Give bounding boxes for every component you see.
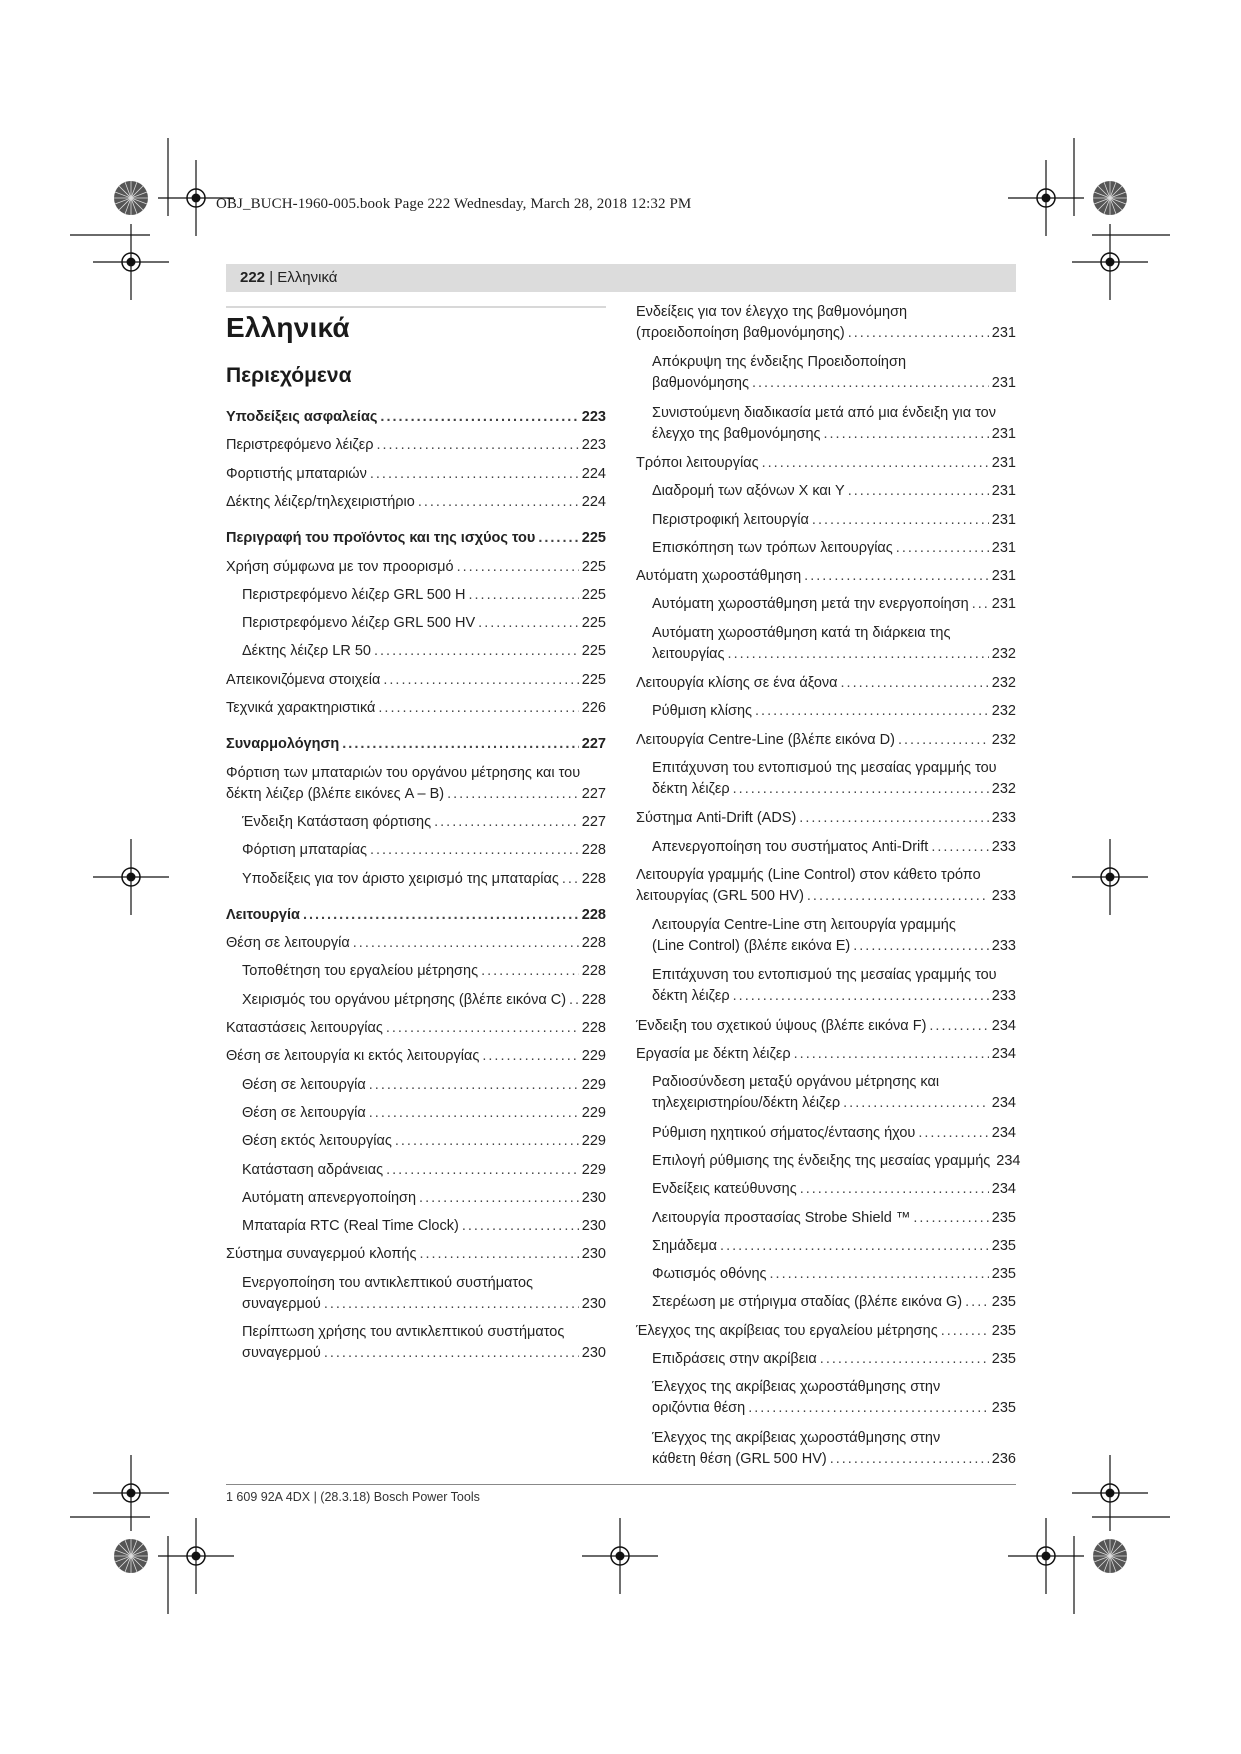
header-language: Ελληνικά xyxy=(277,269,338,286)
toc-page-number: 225 xyxy=(581,671,606,688)
toc-entry[interactable] xyxy=(242,812,606,833)
toc-entry[interactable] xyxy=(636,566,1016,587)
toc-entry[interactable] xyxy=(636,302,1016,344)
toc-entry[interactable] xyxy=(226,435,606,456)
toc-entry-title-cont: συναγερμού xyxy=(242,1295,321,1312)
toc-page-number: 226 xyxy=(581,700,606,716)
toc-entry-title: Περιστροφική λειτουργία xyxy=(652,511,809,528)
toc-page-number: 232 xyxy=(991,703,1016,720)
toc-entry-title: Έλεγχος της ακρίβειας χωροστάθμησης στην xyxy=(652,1429,941,1446)
toc-entry-title: Περιστρεφόμενο λέιζερ GRL 500 H xyxy=(242,586,466,603)
leader-dots xyxy=(462,1216,579,1237)
toc-entry-title: Θέση σε λειτουργία xyxy=(242,1104,366,1121)
leader-dots xyxy=(918,1123,988,1144)
toc-entry[interactable] xyxy=(652,1264,1016,1285)
toc-entry[interactable] xyxy=(242,1322,606,1364)
toc-entry[interactable] xyxy=(652,837,1016,858)
toc-page-number: 227 xyxy=(581,736,606,753)
toc-page-number: 229 xyxy=(581,1133,606,1150)
toc-entry-title-cont: λειτουργίας xyxy=(652,645,725,662)
toc-page-number: 234 xyxy=(996,1152,1021,1169)
toc-entry-title: Απενεργοποίηση του συστήματος Anti-Drift xyxy=(652,838,929,855)
toc-entry[interactable] xyxy=(652,1292,1016,1313)
toc-entry-title: Λειτουργία γραμμής (Line Control) στον κάθετο τρόπο xyxy=(636,866,981,883)
toc-entry-title: Επιλογή ρύθμισης της ένδειξης της μεσαίας γραμμής xyxy=(652,1152,991,1169)
toc-page-number: 225 xyxy=(581,615,606,632)
toc-entry-title: Χρήση σύμφωνα με τον προορισμό xyxy=(226,558,454,575)
toc-entry[interactable] xyxy=(226,1046,606,1067)
toc-entry-title: Επισκόπηση των τρόπων λειτουργίας xyxy=(652,539,893,556)
toc-entry[interactable] xyxy=(652,701,1016,722)
leader-dots xyxy=(369,1103,579,1124)
toc-entry[interactable] xyxy=(652,1377,1016,1419)
toc-entry-title: Ένδειξη Κατάσταση φόρτισης xyxy=(242,813,432,830)
leader-dots xyxy=(457,557,579,578)
contents-heading: Περιεχόμενα xyxy=(226,364,352,387)
toc-entry-title: Εργασία με δέκτη λέιζερ xyxy=(636,1046,791,1062)
toc-entry[interactable] xyxy=(636,730,1016,751)
toc-page-number: 228 xyxy=(581,906,606,923)
leader-dots xyxy=(807,886,989,907)
leader-dots xyxy=(733,779,989,800)
leader-dots xyxy=(383,670,578,691)
toc-entry-title: Λειτουργία προστασίας Strobe Shield ™ xyxy=(652,1209,911,1226)
toc-entry[interactable] xyxy=(226,407,606,428)
toc-entry[interactable] xyxy=(242,1075,606,1096)
toc-page-number: 223 xyxy=(581,437,606,454)
toc-entry[interactable] xyxy=(652,481,1016,502)
toc-entry-title: Σύστημα συναγερμού κλοπής xyxy=(226,1246,417,1263)
toc-entry-title: Κατάσταση αδράνειας xyxy=(242,1161,384,1178)
footer: 1 609 92A 4DX | (28.3.18) Bosch Power Tools xyxy=(226,1490,480,1504)
toc-page-number: 229 xyxy=(581,1048,606,1065)
header-separator: | xyxy=(265,269,278,286)
toc-entry[interactable] xyxy=(652,1179,1016,1200)
toc-entry-title: Έλεγχος της ακρίβειας χωροστάθμησης στην xyxy=(652,1379,941,1396)
toc-entry[interactable] xyxy=(652,1123,1016,1144)
leader-dots xyxy=(748,1398,989,1419)
toc-entry[interactable] xyxy=(636,453,1016,474)
toc-entry[interactable] xyxy=(242,613,606,634)
toc-entry-title: Τοποθέτηση του εργαλείου μέτρησης xyxy=(242,963,479,980)
leader-dots xyxy=(843,1093,989,1114)
toc-entry[interactable] xyxy=(242,1103,606,1124)
leader-dots xyxy=(824,424,989,445)
leader-dots xyxy=(728,644,989,665)
toc-entry-title: Ένδειξη του σχετικού ύψους (βλέπε εικόνα F) xyxy=(636,1017,927,1034)
toc-entry-title: Ενδείξεις κατεύθυνσης xyxy=(652,1181,797,1198)
leader-dots xyxy=(820,1349,989,1370)
toc-page-number: 231 xyxy=(991,425,1016,442)
toc-entry-title: Αυτόματη χωροστάθμηση xyxy=(636,568,802,585)
leader-dots xyxy=(434,812,579,833)
toc-entry-title: Φωτισμός οθόνης xyxy=(652,1266,767,1283)
toc-entry[interactable] xyxy=(242,1160,606,1181)
leader-dots xyxy=(762,453,989,474)
leader-dots xyxy=(733,986,989,1007)
toc-page-number: 228 xyxy=(581,991,606,1008)
leader-dots xyxy=(841,673,989,694)
toc-page-number: 232 xyxy=(991,645,1016,662)
toc-entry-title: Ραδιοσύνδεση μεταξύ οργάνου μέτρησης και xyxy=(652,1074,940,1091)
leader-dots xyxy=(447,784,579,805)
leader-dots xyxy=(972,594,989,615)
toc-entry-title-cont: (προειδοποίηση βαθμονόμησης) xyxy=(636,325,845,341)
leader-dots xyxy=(929,1016,988,1037)
toc-page-number: 233 xyxy=(991,838,1016,855)
toc-entry[interactable] xyxy=(242,641,606,662)
leader-dots xyxy=(418,492,579,513)
toc-page-number: 231 xyxy=(991,375,1016,392)
toc-entry[interactable] xyxy=(226,557,606,578)
toc-page-number: 224 xyxy=(581,493,606,510)
toc-entry-title: Ρύθμιση κλίσης xyxy=(652,703,753,720)
toc-page-number: 230 xyxy=(581,1295,606,1312)
leader-dots xyxy=(898,730,989,751)
leader-dots xyxy=(755,701,989,722)
toc-page-number: 235 xyxy=(991,1322,1016,1339)
leader-dots xyxy=(804,566,989,587)
toc-page-number: 231 xyxy=(991,483,1016,500)
leader-dots xyxy=(324,1294,579,1315)
leader-dots xyxy=(965,1292,989,1313)
toc-entry-title: Θέση σε λειτουργία xyxy=(242,1076,366,1093)
toc-entry[interactable] xyxy=(242,869,606,890)
toc-page-number: 233 xyxy=(991,938,1016,955)
toc-entry[interactable] xyxy=(652,965,1016,1007)
leader-dots xyxy=(378,698,578,719)
toc-page-number: 234 xyxy=(991,1095,1016,1112)
toc-page-number: 235 xyxy=(991,1351,1016,1367)
toc-page-number: 229 xyxy=(581,1161,606,1178)
toc-entry-title: Τρόποι λειτουργίας xyxy=(636,454,759,471)
toc-entry[interactable] xyxy=(226,734,606,755)
toc-page-number: 236 xyxy=(991,1450,1016,1467)
leader-dots xyxy=(896,538,989,559)
toc-page-number: 231 xyxy=(991,539,1016,556)
toc-entry-title: Θέση εκτός λειτουργίας xyxy=(242,1133,392,1150)
toc-page-number: 225 xyxy=(581,586,606,603)
leader-dots xyxy=(752,373,989,394)
toc-entry[interactable] xyxy=(652,1349,1016,1370)
toc-entry-title: Φόρτιση των μπαταριών του οργάνου μέτρησης και του xyxy=(226,764,581,781)
toc-page-number: 225 xyxy=(581,643,606,660)
toc-page-number: 234 xyxy=(991,1046,1016,1062)
leader-dots xyxy=(848,323,989,344)
leader-dots xyxy=(374,641,579,662)
toc-entry[interactable] xyxy=(652,352,1016,394)
toc-entry[interactable] xyxy=(652,1428,1016,1470)
toc-entry[interactable] xyxy=(636,865,1016,907)
toc-entry-title: Χειρισμός του οργάνου μέτρησης (βλέπε εικόνα C) xyxy=(242,991,567,1008)
toc-page-number: 235 xyxy=(991,1266,1016,1283)
leader-dots xyxy=(380,407,578,428)
toc-entry[interactable] xyxy=(636,673,1016,694)
leader-dots xyxy=(913,1208,988,1229)
leader-dots xyxy=(303,905,579,926)
toc-page-number: 231 xyxy=(991,511,1016,528)
footer-rule xyxy=(226,1484,1016,1485)
toc-entry-title-cont: οριζόντια θέση xyxy=(652,1400,746,1417)
toc-entry-title: Δέκτης λέιζερ/τηλεχειριστήριο xyxy=(226,493,415,510)
leader-dots xyxy=(800,1179,989,1200)
toc-entry-title: Λειτουργία Centre-Line στη λειτουργία γραμμής xyxy=(652,917,956,934)
leader-dots xyxy=(419,1244,578,1265)
toc-entry-title: Απεικονιζόμενα στοιχεία xyxy=(226,671,381,688)
toc-entry[interactable] xyxy=(242,1273,606,1315)
leader-dots xyxy=(830,1449,989,1470)
toc-entry-title: Ενδείξεις για τον έλεγχο της βαθμονόμηση xyxy=(636,304,908,320)
toc-entry[interactable] xyxy=(636,808,1016,829)
toc-page-number: 228 xyxy=(581,935,606,952)
toc-page-number: 234 xyxy=(991,1124,1016,1141)
toc-page-number: 225 xyxy=(581,558,606,575)
toc-entry[interactable] xyxy=(242,990,606,1011)
toc-entry-title: Στερέωση με στήριγμα σταδίας (βλέπε εικόνα G) xyxy=(652,1294,963,1311)
leader-dots xyxy=(386,1018,579,1039)
toc-entry[interactable] xyxy=(652,1072,1016,1114)
toc-entry[interactable] xyxy=(242,1131,606,1152)
toc-entry[interactable] xyxy=(652,510,1016,531)
toc-entry-title: Φορτιστής μπαταριών xyxy=(226,465,367,482)
toc-page-number: 231 xyxy=(991,325,1016,341)
toc-page-number: 223 xyxy=(581,409,606,425)
toc-entry[interactable] xyxy=(652,1151,1021,1172)
toc-entry-title: Απόκρυψη της ένδειξης Προειδοποίηση xyxy=(652,354,907,371)
leader-dots xyxy=(342,734,579,755)
toc-entry-title-cont: δέκτη λέιζερ (βλέπε εικόνες A – B) xyxy=(226,785,445,802)
leader-dots xyxy=(481,961,579,982)
toc-page-number: 230 xyxy=(581,1345,606,1361)
toc-page-number: 227 xyxy=(581,785,606,802)
toc-page-number: 231 xyxy=(991,596,1016,613)
toc-entry-title: Σημάδεμα xyxy=(652,1237,718,1254)
toc-entry[interactable] xyxy=(242,1216,606,1237)
leader-dots xyxy=(324,1343,579,1364)
print-header: OBJ_BUCH-1960-005.book Page 222 Wednesday, March 28, 2018 12:32 PM xyxy=(216,196,692,212)
toc-entry-title: Θέση σε λειτουργία κι εκτός λειτουργίας xyxy=(226,1048,480,1065)
leader-dots xyxy=(482,1046,578,1067)
toc-entry[interactable] xyxy=(226,670,606,691)
toc-entry[interactable] xyxy=(652,758,1016,800)
toc-entry-title-cont: κάθετη θέση (GRL 500 HV) xyxy=(652,1450,827,1467)
toc-entry-title: Μπαταρία RTC (Real Time Clock) xyxy=(242,1218,459,1235)
toc-entry-title: Υποδείξεις για τον άριστο χειρισμό της μπαταρίας xyxy=(242,870,559,887)
toc-page-number: 235 xyxy=(991,1294,1016,1311)
toc-entry-title: Περιστρεφόμενο λέιζερ GRL 500 HV xyxy=(242,615,476,632)
leader-dots xyxy=(853,936,989,957)
toc-entry[interactable] xyxy=(226,1244,606,1265)
toc-entry[interactable] xyxy=(226,1018,606,1039)
toc-entry-title: Επιτάχυνση του εντοπισμού της μεσαίας γραμμής του xyxy=(652,759,997,776)
toc-entry[interactable] xyxy=(636,1044,1016,1065)
toc-page-number: 235 xyxy=(991,1209,1016,1226)
toc-entry[interactable] xyxy=(242,1188,606,1209)
toc-entry[interactable] xyxy=(652,538,1016,559)
toc-entry-title-cont: δέκτη λέιζερ xyxy=(652,988,730,1005)
toc-entry-title: Συναρμολόγηση xyxy=(226,736,340,753)
leader-dots xyxy=(538,528,578,549)
leader-dots xyxy=(720,1236,989,1257)
leader-dots xyxy=(419,1188,579,1209)
toc-page-number: 229 xyxy=(581,1076,606,1093)
toc-page-number: 233 xyxy=(991,810,1016,827)
toc-page-number: 230 xyxy=(581,1189,606,1206)
toc-entry[interactable] xyxy=(226,905,606,926)
toc-entry-title: Επιδράσεις στην ακρίβεια xyxy=(652,1351,817,1367)
toc-page-number: 231 xyxy=(991,568,1016,585)
leader-dots xyxy=(812,510,989,531)
toc-page-number: 234 xyxy=(991,1017,1016,1034)
toc-page-number: 228 xyxy=(581,1020,606,1036)
toc-entry[interactable] xyxy=(652,594,1016,615)
leader-dots xyxy=(353,933,579,954)
page-title: Ελληνικά xyxy=(226,312,350,343)
toc-entry-title: Δέκτης λέιζερ LR 50 xyxy=(242,643,371,660)
toc-page-number: 227 xyxy=(581,813,606,830)
leader-dots xyxy=(562,869,579,890)
toc-entry[interactable] xyxy=(242,840,606,861)
toc-entry[interactable] xyxy=(652,403,1016,445)
page-header xyxy=(240,269,337,286)
toc-entry[interactable] xyxy=(226,492,606,513)
toc-entry[interactable] xyxy=(226,464,606,485)
toc-page-number: 234 xyxy=(991,1181,1016,1198)
toc-page-number: 230 xyxy=(581,1246,606,1263)
toc-entry-title: Έλεγχος της ακρίβειας του εργαλείου μέτρησης xyxy=(636,1322,938,1339)
toc-entry-title: Αυτόματη απενεργοποίηση xyxy=(242,1189,417,1206)
toc-entry[interactable] xyxy=(652,915,1016,957)
toc-entry-title: Ενεργοποίηση του αντικλεπτικού συστήματος xyxy=(242,1274,534,1291)
toc-page-number: 228 xyxy=(581,963,606,980)
toc-page-number: 228 xyxy=(581,870,606,887)
toc-page-number: 235 xyxy=(991,1237,1016,1254)
leader-dots xyxy=(941,1321,989,1342)
toc-entry-title: Θέση σε λειτουργία xyxy=(226,935,350,952)
leader-dots xyxy=(376,435,578,456)
toc-entry-title: Λειτουργία xyxy=(226,906,300,923)
toc-entry-title: Περίπτωση χρήσης του αντικλεπτικού συστήματος xyxy=(242,1324,565,1340)
page-header-bar xyxy=(226,264,1016,292)
toc-page-number: 231 xyxy=(991,454,1016,471)
toc-entry[interactable] xyxy=(226,763,606,805)
toc-entry-title: Αυτόματη χωροστάθμηση μετά την ενεργοποίηση xyxy=(652,596,969,613)
toc-entry-title-cont: βαθμονόμησης xyxy=(652,375,749,392)
toc-entry-title-cont: συναγερμού xyxy=(242,1345,321,1361)
toc-entry[interactable] xyxy=(226,698,606,719)
toc-entry[interactable] xyxy=(226,933,606,954)
toc-entry[interactable] xyxy=(652,1236,1016,1257)
leader-dots xyxy=(395,1131,579,1152)
toc-entry[interactable] xyxy=(652,1208,1016,1229)
toc-page-number: 230 xyxy=(581,1218,606,1235)
toc-page-number: 232 xyxy=(991,731,1016,748)
toc-entry-title: Σύστημα Anti-Drift (ADS) xyxy=(636,810,797,827)
toc-entry-title: Ρύθμιση ηχητικού σήματος/έντασης ήχου xyxy=(652,1124,916,1141)
toc-page-number: 224 xyxy=(581,465,606,482)
toc-entry[interactable] xyxy=(652,623,1016,665)
toc-entry-title: Αυτόματη χωροστάθμηση κατά τη διάρκεια της xyxy=(652,624,951,641)
toc-page-number: 229 xyxy=(581,1104,606,1121)
toc-entry-title: Περιστρεφόμενο λέιζερ xyxy=(226,437,374,454)
toc-entry-title: Λειτουργία Centre-Line (βλέπε εικόνα D) xyxy=(636,731,895,748)
toc-entry-title: Συνιστούμενη διαδικασία μετά από μια ένδειξη για τον xyxy=(652,404,996,421)
toc-entry-title: Περιγραφή του προϊόντος και της ισχύος του xyxy=(226,530,536,547)
leader-dots xyxy=(369,1075,579,1096)
toc-page-number: 228 xyxy=(581,842,606,859)
toc-entry[interactable] xyxy=(636,1321,1016,1342)
leader-dots xyxy=(799,808,989,829)
leader-dots xyxy=(794,1044,989,1065)
page-number: 222 xyxy=(240,269,266,286)
toc-entry-title: Λειτουργία κλίσης σε ένα άξονα xyxy=(636,675,838,691)
leader-dots xyxy=(370,840,579,861)
leader-dots xyxy=(386,1160,579,1181)
toc-page-number: 233 xyxy=(991,988,1016,1005)
toc-page-number: 235 xyxy=(991,1400,1016,1417)
toc-entry-title: Διαδρομή των αξόνων X και Y xyxy=(652,483,845,500)
toc-entry[interactable] xyxy=(636,1016,1016,1037)
toc-entry-title: Επιτάχυνση του εντοπισμού της μεσαίας γραμμής του xyxy=(652,967,997,984)
toc-page-number: 232 xyxy=(991,675,1016,691)
toc-entry-title: Καταστάσεις λειτουργίας xyxy=(226,1020,383,1036)
toc-entry-title: Τεχνικά χαρακτηριστικά xyxy=(226,700,376,716)
toc-page-number: 225 xyxy=(581,530,606,547)
toc-entry-title: Υποδείξεις ασφαλείας xyxy=(226,409,378,425)
toc-entry[interactable] xyxy=(242,961,606,982)
leader-dots xyxy=(931,837,988,858)
leader-dots xyxy=(848,481,989,502)
toc-page-number: 232 xyxy=(991,780,1016,797)
title-rule xyxy=(226,306,606,308)
leader-dots xyxy=(569,990,579,1011)
toc-entry-title-cont: δέκτη λέιζερ xyxy=(652,780,730,797)
toc-entry[interactable] xyxy=(226,528,606,549)
toc-entry-title-cont: έλεγχο της βαθμονόμησης xyxy=(652,425,821,442)
leader-dots xyxy=(469,585,579,606)
toc-entry[interactable] xyxy=(242,585,606,606)
toc-entry-title-cont: λειτουργίας (GRL 500 HV) xyxy=(636,887,804,904)
leader-dots xyxy=(770,1264,989,1285)
leader-dots xyxy=(370,464,579,485)
toc-page-number: 233 xyxy=(991,887,1016,904)
toc-entry-title-cont: τηλεχειριστηρίου/δέκτη λέιζερ xyxy=(652,1095,841,1112)
leader-dots xyxy=(478,613,579,634)
toc-entry-title: Φόρτιση μπαταρίας xyxy=(242,842,367,859)
toc-entry-title-cont: (Line Control) (βλέπε εικόνα E) xyxy=(652,938,851,955)
